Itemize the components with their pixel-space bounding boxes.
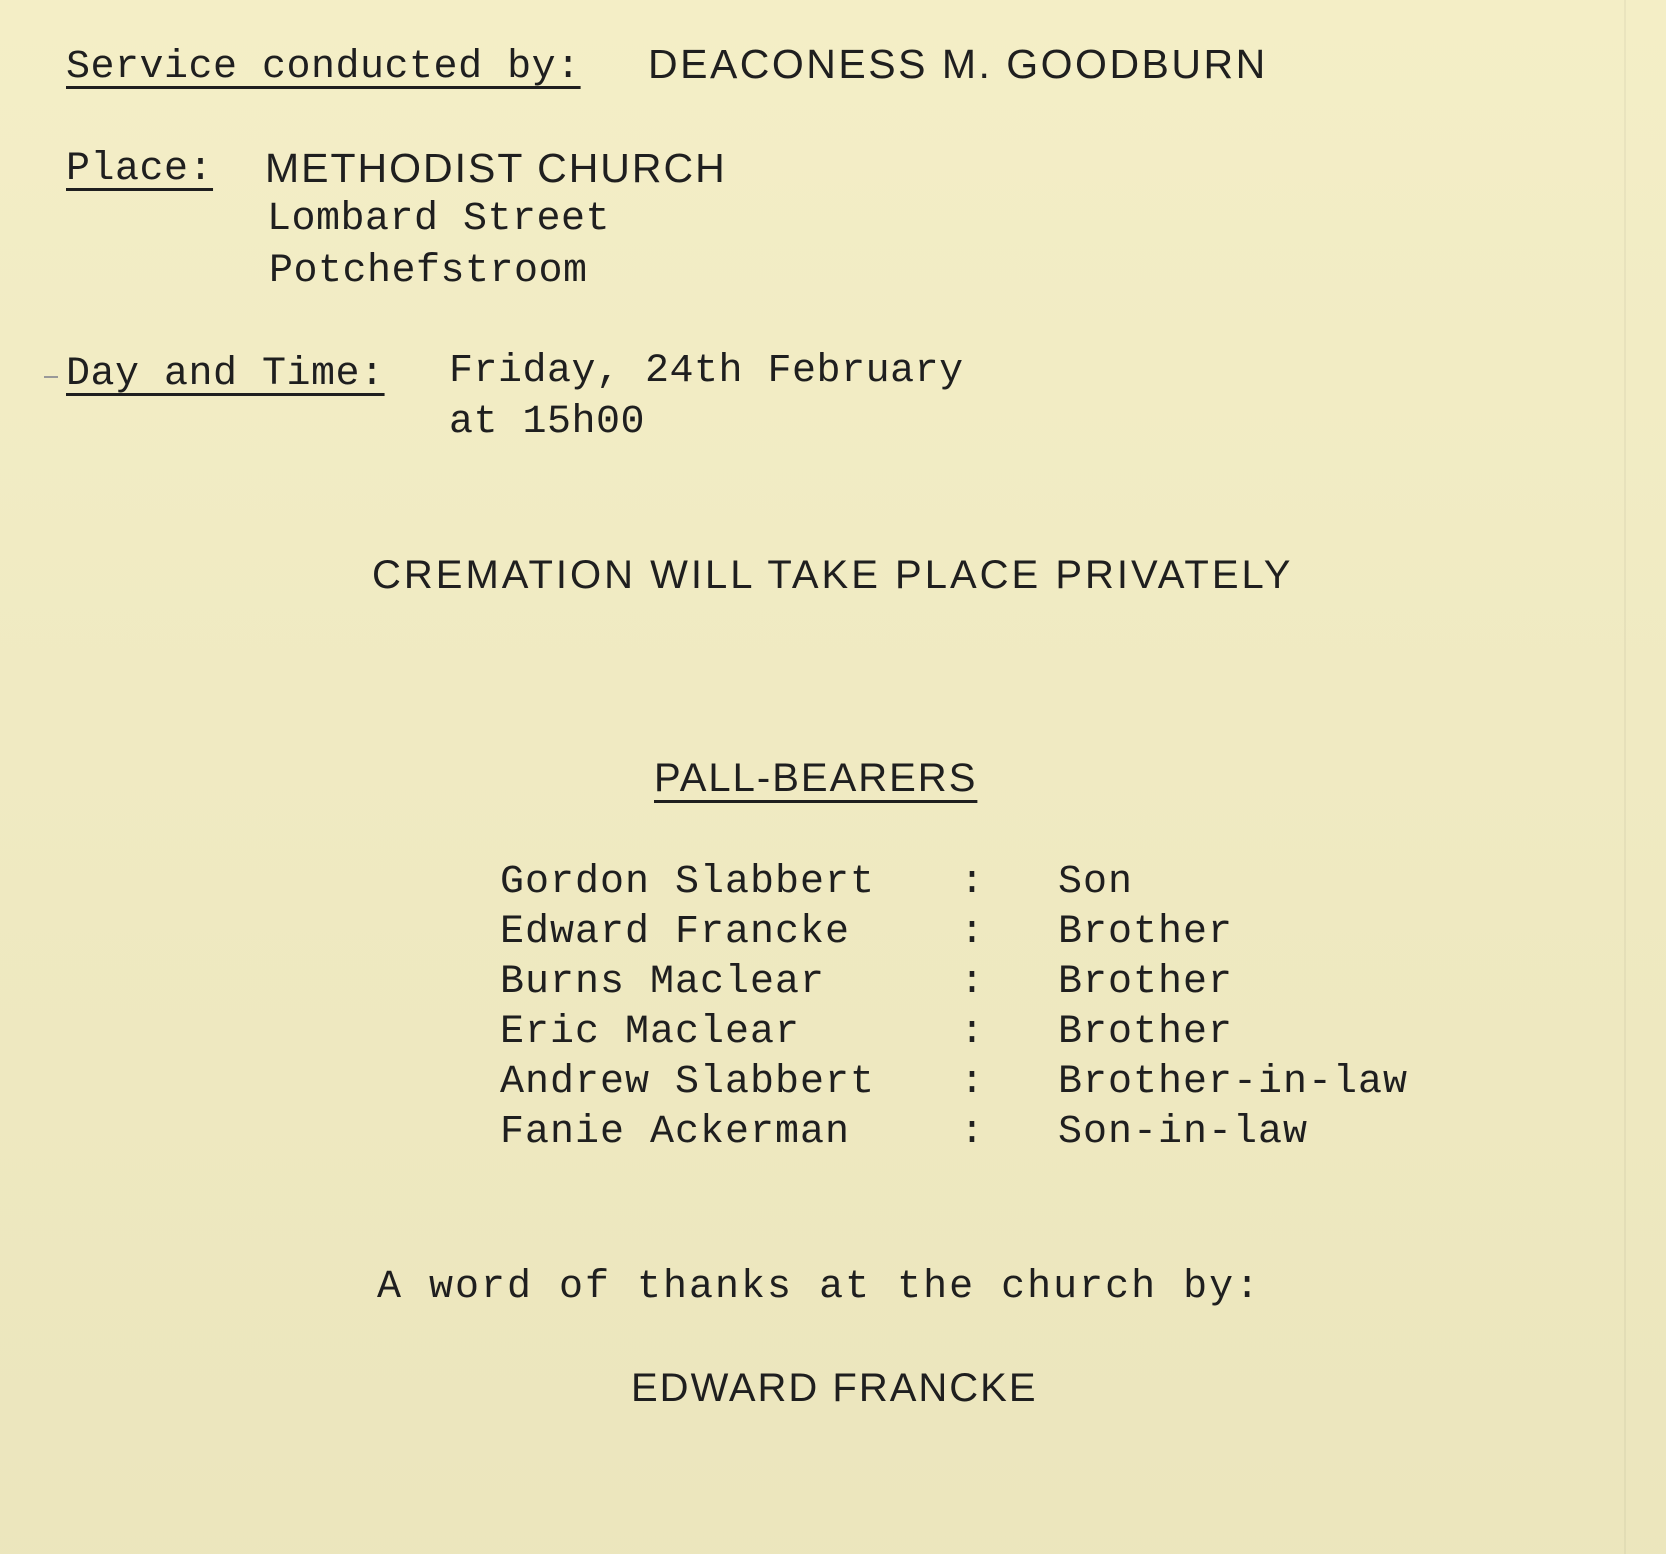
pall-bearer-row (0, 860, 1666, 910)
place-venue: METHODIST CHURCH (265, 145, 727, 191)
pall-bearer-name: Edward Francke (500, 910, 851, 955)
place-street: Lombard Street (267, 197, 611, 242)
service-officiant: DEACONESS M. GOODBURN (648, 41, 1268, 87)
pall-bearer-separator: : (960, 960, 985, 1005)
pall-bearer-name: Burns Maclear (500, 960, 826, 1005)
place-town: Potchefstroom (269, 249, 588, 294)
pall-bearer-relation: Brother (1058, 960, 1234, 1005)
pall-bearer-name: Andrew Slabbert (500, 1060, 876, 1105)
pall-bearer-separator: : (960, 1110, 985, 1155)
pall-bearer-name: Gordon Slabbert (500, 860, 876, 905)
pall-bearer-name: Eric Maclear (500, 1010, 801, 1055)
pall-bearer-relation: Son (1058, 860, 1134, 905)
pall-bearer-separator: : (960, 860, 985, 905)
pall-bearers-title: PALL-BEARERS (654, 756, 978, 800)
cremation-notice: CREMATION WILL TAKE PLACE PRIVATELY (372, 553, 1294, 597)
paper-fold (1624, 0, 1626, 1554)
margin-mark (44, 376, 58, 378)
pall-bearer-separator: : (960, 1010, 985, 1055)
pall-bearer-relation: Brother-in-law (1058, 1060, 1409, 1105)
thanks-line: A word of thanks at the church by: (377, 1265, 1262, 1310)
place-label: Place: (66, 147, 214, 192)
pall-bearer-relation: Brother (1058, 1010, 1234, 1055)
pall-bearer-relation: Son-in-law (1058, 1110, 1309, 1155)
time-value: at 15h00 (449, 400, 646, 445)
pall-bearer-row (0, 1060, 1666, 1110)
pall-bearer-separator: : (960, 910, 985, 955)
pall-bearer-row (0, 1110, 1666, 1160)
pall-bearer-name: Fanie Ackerman (500, 1110, 851, 1155)
pall-bearer-row (0, 1010, 1666, 1060)
pall-bearer-row (0, 960, 1666, 1010)
day-time-label: Day and Time: (66, 352, 385, 397)
day-value: Friday, 24th February (449, 349, 964, 394)
thanks-speaker: EDWARD FRANCKE (631, 1366, 1038, 1410)
service-label: Service conducted by: (66, 45, 581, 90)
pall-bearer-separator: : (960, 1060, 985, 1105)
pall-bearer-row (0, 910, 1666, 960)
pall-bearer-relation: Brother (1058, 910, 1234, 955)
